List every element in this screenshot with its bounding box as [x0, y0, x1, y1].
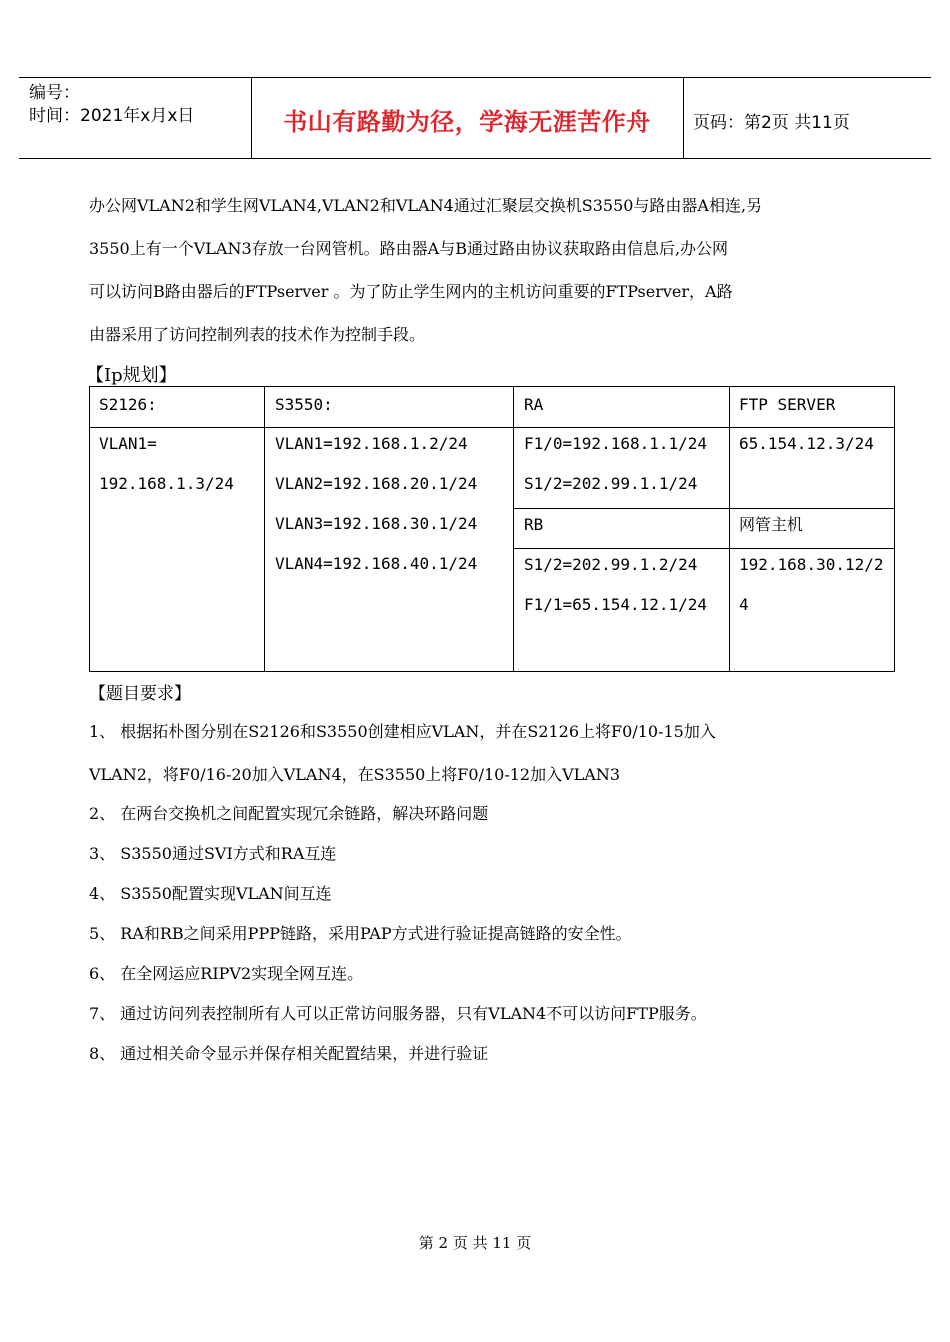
- intro-line: 办公网VLAN2和学生网VLAN4,VLAN2和VLAN4通过汇聚层交换机S3550与路由器A相连,另: [89, 196, 763, 215]
- intro-line: 可以访问B路由器后的FTPserver 。为了防止学生网内的主机访问重要的FTPserver，A路: [89, 282, 733, 301]
- nms-label: 网管主机: [739, 515, 804, 534]
- page-header: [19, 77, 931, 159]
- requirement-item: 2、 在两台交换机之间配置实现冗余链路，解决环路问题: [89, 804, 489, 823]
- requirements-title: 【题目要求】: [89, 684, 191, 704]
- header-motto: 书山有路勤为径，学海无涯苦作舟: [283, 108, 651, 136]
- rb-label: RB: [524, 515, 544, 534]
- requirement-item: 6、 在全网运应RIPV2实现全网互连。: [89, 964, 364, 983]
- requirement-item: 1、 根据拓朴图分别在S2126和S3550创建相应VLAN，并在S2126上将F0/10-15加入: [89, 722, 716, 741]
- s3550-cell-line: VLAN3=192.168.30.1/24: [275, 514, 478, 533]
- s3550-cell-line: VLAN1=192.168.1.2/24: [275, 434, 468, 453]
- document-date: 时间：2021年x月x日: [29, 106, 195, 126]
- table-header-cell: FTP SERVER: [739, 395, 836, 414]
- rb-cell-line: S1/2=202.99.1.2/24: [524, 555, 698, 574]
- nms-address-line: 192.168.30.12/2: [739, 555, 884, 574]
- intro-line: 由器采用了访问控制列表的技术作为控制手段。: [89, 325, 426, 344]
- table-header-cell: RA: [524, 395, 544, 414]
- ra-cell-line: F1/0=192.168.1.1/24: [524, 434, 708, 453]
- requirement-item: 8、 通过相关命令显示并保存相关配置结果，并进行验证: [89, 1044, 489, 1063]
- document-number: 编号：: [29, 83, 80, 103]
- header-page-number: 页码：第2页 共11页: [693, 113, 850, 133]
- s2126-cell-line: VLAN1=: [99, 434, 157, 453]
- rb-cell-line: F1/1=65.154.12.1/24: [524, 595, 708, 614]
- header-meta: [29, 82, 194, 128]
- ftp-server-address: 65.154.12.3/24: [739, 434, 874, 453]
- requirement-item: VLAN2，将F0/16-20加入VLAN4，在S3550上将F0/10-12加入VLAN3: [89, 765, 621, 784]
- intro-line: 3550上有一个VLAN3存放一台网管机。路由器A与B通过路由协议获取路由信息后,办公网: [89, 239, 729, 258]
- s3550-cell-line: VLAN4=192.168.40.1/24: [275, 554, 478, 573]
- requirement-item: 3、 S3550通过SVI方式和RA互连: [89, 844, 337, 863]
- ip-plan-title: 【Ip规划】: [86, 365, 177, 386]
- header-divider: [683, 78, 684, 158]
- ip-plan-table: [89, 386, 895, 672]
- requirement-item: 5、 RA和RB之间采用PPP链路，采用PAP方式进行验证提高链路的安全性。: [89, 924, 632, 943]
- s3550-cell-line: VLAN2=192.168.20.1/24: [275, 474, 478, 493]
- ra-cell-line: S1/2=202.99.1.1/24: [524, 474, 698, 493]
- s2126-cell-line: 192.168.1.3/24: [99, 474, 234, 493]
- requirement-item: 4、 S3550配置实现VLAN间互连: [89, 884, 332, 903]
- requirement-item: 7、 通过访问列表控制所有人可以正常访问服务器，只有VLAN4不可以访问FTP服务。: [89, 1004, 707, 1023]
- table-header-cell: S3550:: [275, 395, 333, 414]
- page-footer: 第 2 页 共 11 页: [418, 1234, 532, 1252]
- table-header-cell: S2126:: [99, 395, 157, 414]
- nms-address-line: 4: [739, 595, 749, 614]
